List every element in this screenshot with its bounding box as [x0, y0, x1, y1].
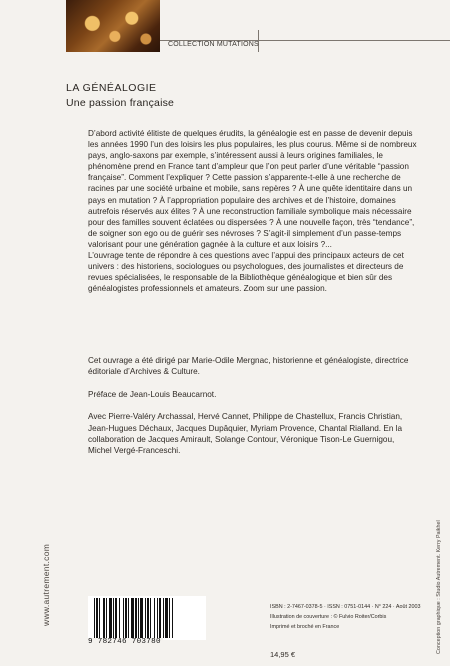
book-title: LA GÉNÉALOGIE: [66, 82, 157, 94]
barcode-bars: [88, 596, 206, 640]
isbn-line: ISBN : 2-7467-0378-5 · ISSN : 0751-0144 · N° 224 · Août 2003: [270, 604, 421, 610]
blurb-paragraph-2: L’ouvrage tente de répondre à ces questions avec l’appui des principaux acteurs de cet univers : des historiens, sociologues ou psychologues, des journalistes et directeurs de revues spécialisées, le responsable de la Bibliothèque généalogique et bien sûr des généalogistes professionnels et amateurs. Zoom sur une passion.: [88, 251, 404, 294]
printed-line: Imprimé et broché en France: [270, 624, 340, 630]
price: 14,95 €: [270, 650, 296, 659]
contributors-credit: Avec Pierre-Valéry Archassal, Hervé Cannet, Philippe de Chastellux, Francis Christian, Jean-Hugues Déchaux, Jacques Dupâquier, Myriam Provence, Chantal Rialland. En la collaboration de Jacques Amirault, Solange Contour, Véronique Tison-Le Guernigou, Michel Vergé-Franceschi.: [88, 412, 403, 456]
design-credit: Conception graphique : Studio Autrement. Kerry Paikhel: [436, 520, 442, 654]
barcode-number: 9 782746 703780: [88, 638, 161, 646]
publication-info: [270, 602, 440, 632]
cover-credit-line: Illustration de couverture : © Fulvio Roiter/Corbis: [270, 614, 387, 620]
book-subtitle: Une passion française: [66, 97, 175, 109]
publisher-website: www.autrement.com: [41, 543, 51, 626]
preface-credit: Préface de Jean-Louis Beaucarnot.: [88, 389, 217, 399]
blurb-paragraph-1: D’abord activité élitiste de quelques érudits, la généalogie est en passe de devenir depuis les années 1990 l’un des loisirs les plus populaires, les plus courus. Même si de nombreux pays, anglo-saxons par exemple, s’intéressent aussi à leurs origines familiales, le phénomène prend en France tant d’ampleur que l’on peut parler d’une véritable “passion française”. Comment l’expliquer ? Cette passion s’apparente-t-elle à une recherche de racines par une société urbaine et mobile, sans repères ? À une quête identitaire dans un pays en mutation ? À l’appropriation populaire des archives et de l’histoire, domaines autrefois réservés aux élites ? À une reconstruction familiale symbolique mais nécessaire pour des familles souvent éclatées ou dispersées ? À une nouvelle façon, très “tendance”, de soigner son ego ou de guérir ses névroses ? S’agit-il simplement d’un passe-temps valorisant pour une génération gagnée à la culture et aux loisirs ?...: [88, 129, 417, 249]
cover-photo-strip: [66, 0, 160, 52]
collection-label: COLLECTION MUTATIONS: [168, 41, 259, 48]
blurb: [88, 128, 418, 294]
credits-section: [88, 355, 418, 468]
director-credit: Cet ouvrage a été dirigé par Marie-Odile Mergnac, historienne et généalogiste, directrice éditoriale d’Archives & Culture.: [88, 356, 409, 377]
